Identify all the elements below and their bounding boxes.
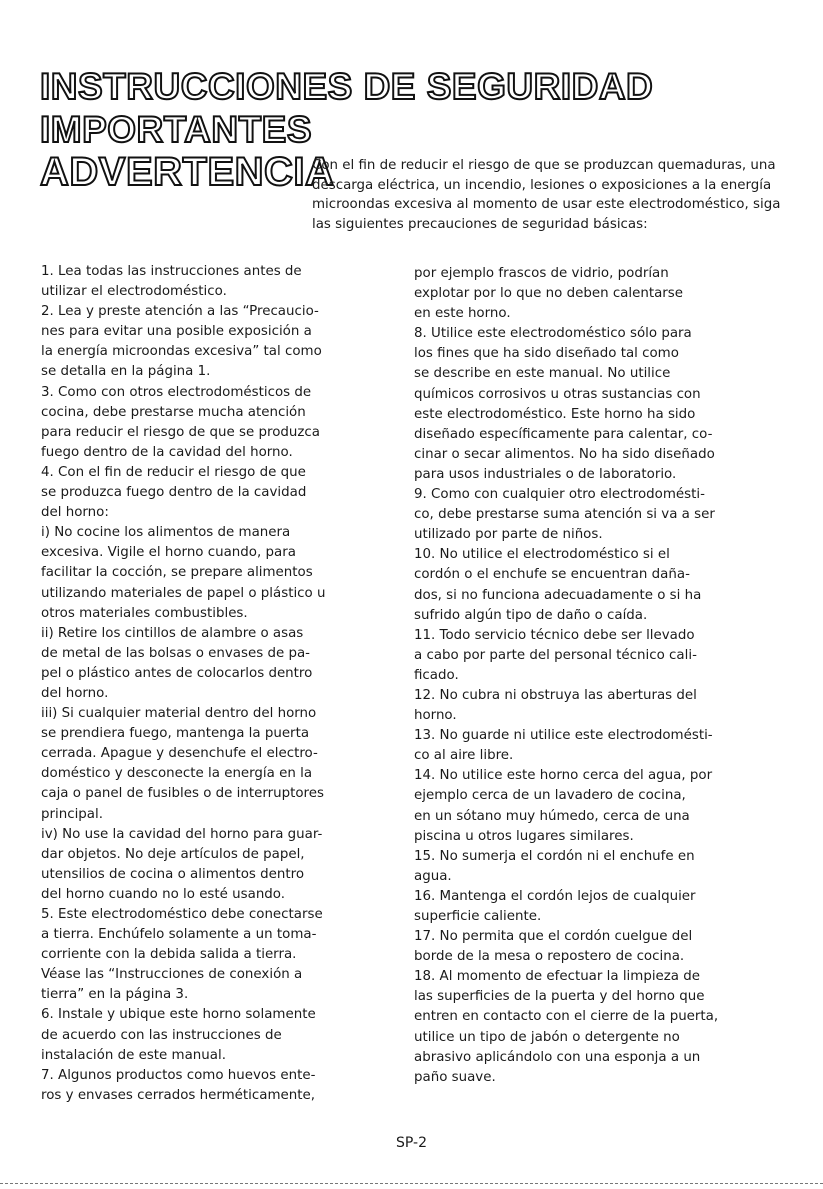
instruction-9: 9. Como con cualquier otro electrodomésti- co, debe prestarse suma atención si va a ser utilizado por parte de niños.: [414, 487, 715, 543]
instruction-4: 4. Con el fin de reducir el riesgo de que se produzca fuego dentro de la cavidad del horno:: [41, 464, 307, 521]
instruction-4-ii: ii) Retire los cintillos de alambre o asas de metal de las bolsas o envases de pa- pel o plástico antes de colocarlos dentro del horno.: [41, 625, 313, 701]
instruction-3: 3. Como con otros electrodomésticos de cocina, debe prestarse mucha atención para reducir el riesgo de que se produzca fuego dentro de la cavidad del horno.: [41, 384, 320, 460]
instruction-4-i: i) No cocine los alimentos de manera excesiva. Vigile el horno cuando, para facilitar la cocción, se prepare alimentos utilizando materiales de papel o plástico u otros materiales combustibles.: [41, 525, 326, 621]
instruction-17: 17. No permita que el cordón cuelgue del borde de la mesa o repostero de cocina.: [414, 929, 693, 965]
instruction-8: 8. Utilice este electrodoméstico sólo para los fines que ha sido diseñado tal como se describe en este manual. No utilice químicos corrosivos u otras sustancias con este electrodoméstico. Este horno ha sido diseñado específicamente para calentar, co- cinar o secar alimentos. No ha sido diseñado para usos industriales o de laboratorio.: [414, 326, 715, 482]
warning-intro: Con el fin de reducir el riesgo de que se produzcan quemaduras, una descarga eléctrica, un incendio, lesiones o exposiciones a la energía microondas excesiva al momento de usar este electrodoméstico, siga las siguientes precauciones de seguridad básicas:: [312, 158, 781, 232]
instruction-7: 7. Algunos productos como huevos ente- ros y envases cerrados herméticamente,: [41, 1067, 316, 1103]
page-title-line2: IMPORTANTES: [40, 109, 313, 150]
instruction-4-iii: iii) Si cualquier material dentro del horno se prendiera fuego, mantenga la puerta cerrada. Apague y desenchufe el electro- doméstico y desconecte la energía en la caja o panel de fusibles o de interruptores principal.: [41, 706, 324, 822]
instruction-10: 10. No utilice el electrodoméstico si el cordón o el enchufe se encuentran daña- dos, si no funciona adecuadamente o si ha sufrido algún tipo de daño o caída.: [414, 547, 702, 623]
instruction-15: 15. No sumerja el cordón ni el enchufe en agua.: [414, 848, 695, 884]
instruction-1: 1. Lea todas las instrucciones antes de utilizar el electrodoméstico.: [41, 264, 302, 300]
page-title-line1: INSTRUCCIONES DE SEGURIDAD: [40, 66, 654, 107]
instruction-12: 12. No cubra ni obstruya las aberturas del horno.: [414, 687, 697, 724]
instruction-13: 13. No guarde ni utilice este electrodomésti- co al aire libre.: [414, 728, 713, 764]
instruction-14: 14. No utilice este horno cerca del agua, por ejemplo cerca de un lavadero de cocina, en un sótano muy húmedo, cerca de una piscina u otros lugares similares.: [414, 768, 713, 844]
right-column: [414, 264, 794, 1088]
instruction-6: 6. Instale y ubique este horno solamente de acuerdo con las instrucciones de instalación de este manual.: [41, 1007, 316, 1063]
warning-title: ADVERTENCIA: [40, 150, 335, 194]
left-column: [41, 262, 403, 1106]
instruction-5: 5. Este electrodoméstico debe conectarse a tierra. Enchúfelo solamente a un toma- corriente con la debida salida a tierra. Véase las “Instrucciones de conexión a tierra” en la página 3.: [41, 907, 323, 1003]
instruction-4-iv: iv) No use la cavidad del horno para guar- dar objetos. No deje artículos de papel, utensilios de cocina o alimentos dentro del horno cuando no lo esté usando.: [41, 826, 323, 902]
instruction-7-continued: por ejemplo frascos de vidrio, podrían explotar por lo que no deben calentarse en este horno.: [414, 266, 684, 322]
instruction-16: 16. Mantenga el cordón lejos de cualquier superficie caliente.: [414, 888, 696, 924]
instruction-18: 18. Al momento de efectuar la limpieza de las superficies de la puerta y del horno que entren en contacto con el cierre de la puerta, utilice un tipo de jabón o detergente no abrasivo aplicándolo con una esponja a un paño suave.: [414, 969, 719, 1085]
instruction-11: 11. Todo servicio técnico debe ser llevado a cabo por parte del personal técnico cali- ficado.: [414, 627, 697, 683]
page-number: SP-2: [396, 1135, 427, 1151]
instruction-2: 2. Lea y preste atención a las “Precaucio- nes para evitar una posible exposición a la energía microondas excesiva” tal como se detalla en la página 1.: [41, 304, 322, 380]
bottom-border: [0, 1183, 823, 1184]
